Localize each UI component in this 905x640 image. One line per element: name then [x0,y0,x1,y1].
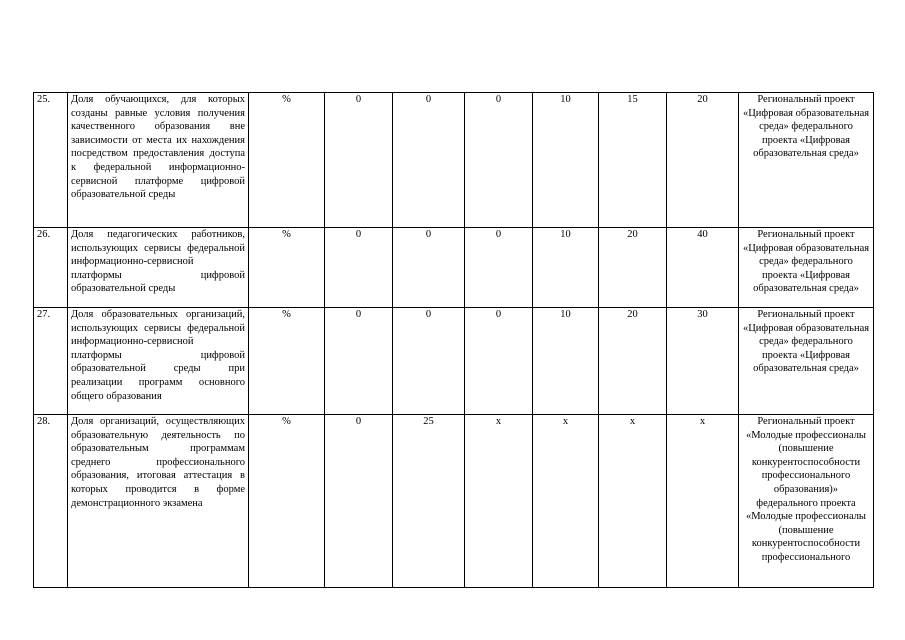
value-cell: 40 [667,228,739,308]
source-cell: Региональный проект «Цифровая образовательная среда» федерального проекта «Цифровая образовательная среда» [739,228,874,308]
unit-cell: % [249,308,325,415]
value-cell: 10 [533,308,599,415]
value-cell: 0 [465,93,533,228]
indicators-table [33,92,874,588]
value-cell: 15 [599,93,667,228]
value-cell: х [465,415,533,588]
unit-cell: % [249,228,325,308]
value-cell: 30 [667,308,739,415]
table-row [34,308,874,415]
table-row [34,93,874,228]
unit-cell: % [249,93,325,228]
source-cell: Региональный проект «Цифровая образовательная среда» федерального проекта «Цифровая образовательная среда» [739,93,874,228]
row-number: 26. [34,228,68,308]
value-cell: 0 [393,93,465,228]
unit-cell: % [249,415,325,588]
source-cell: Региональный проект «Цифровая образовательная среда» федерального проекта «Цифровая образовательная среда» [739,308,874,415]
value-cell: 10 [533,228,599,308]
value-cell: 0 [325,415,393,588]
value-cell: х [667,415,739,588]
value-cell: 25 [393,415,465,588]
table-row [34,415,874,588]
indicator-name: Доля организаций, осуществляющих образовательную деятельность по образовательным программам среднего профессионального образования, итоговая аттестация в которых проводится в форме демонстрационного экзамена [68,415,249,588]
value-cell: 0 [325,93,393,228]
row-number: 25. [34,93,68,228]
value-cell: 0 [393,308,465,415]
row-number: 28. [34,415,68,588]
indicator-name: Доля педагогических работников, использующих сервисы федеральной информационно-сервисной платформы цифровой образовательной среды [68,228,249,308]
value-cell: 0 [325,308,393,415]
value-cell: 0 [465,228,533,308]
value-cell: 20 [599,228,667,308]
indicator-name: Доля обучающихся, для которых созданы равные условия получения качественного образования вне зависимости от места их нахождения посредством предоставления доступа к федеральной информационно-сервисной платформе цифровой образовательной среды [68,93,249,228]
value-cell: х [533,415,599,588]
value-cell: 20 [667,93,739,228]
value-cell: 10 [533,93,599,228]
value-cell: 0 [393,228,465,308]
value-cell: 0 [465,308,533,415]
value-cell: 20 [599,308,667,415]
value-cell: 0 [325,228,393,308]
row-number: 27. [34,308,68,415]
value-cell: х [599,415,667,588]
indicator-name: Доля образовательных организаций, использующих сервисы федеральной информационно-сервисной платформы цифровой образовательной среды при реализации программ основного общего образования [68,308,249,415]
source-cell: Региональный проект «Молодые профессионалы (повышение конкурентоспособности профессионального образования)» федерального проекта «Молодые профессионалы (повышение конкурентоспособности профессионального [739,415,874,588]
table-row [34,228,874,308]
